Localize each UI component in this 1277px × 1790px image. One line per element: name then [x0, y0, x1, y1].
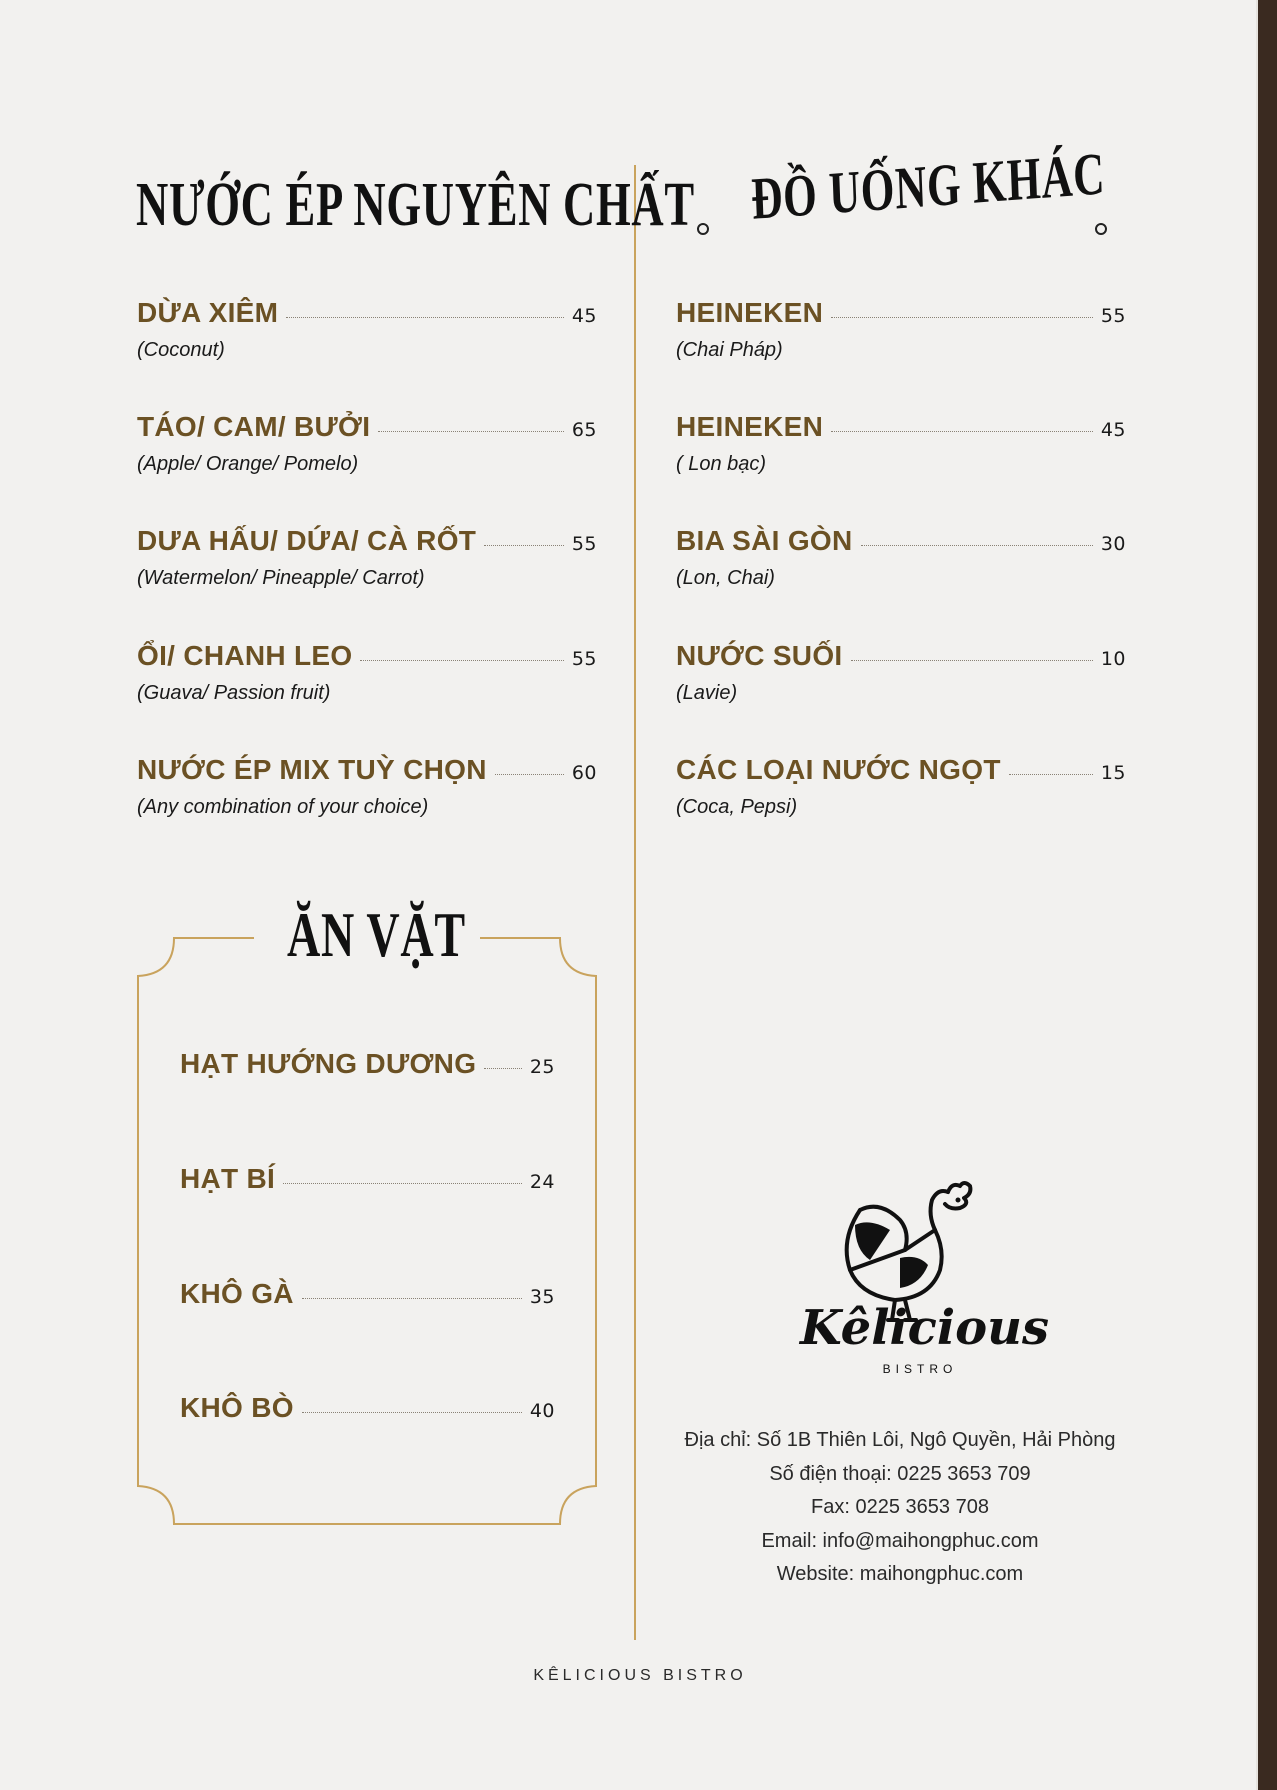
item-price: 15 [1100, 762, 1126, 784]
dot-leader [495, 774, 564, 775]
dot-leader [302, 1412, 522, 1413]
item-price: 55 [1100, 305, 1126, 327]
item-translation: (Coconut) [137, 339, 225, 361]
item-translation: (Watermelon/ Pineapple/ Carrot) [137, 567, 425, 589]
item-price: 35 [529, 1286, 555, 1308]
snack-frame [134, 936, 600, 1526]
dot-leader [484, 545, 564, 546]
item-name: HẠT BÍ [180, 1163, 276, 1194]
dot-leader [1009, 774, 1093, 775]
menu-item [137, 411, 597, 475]
item-name: KHÔ GÀ [180, 1278, 294, 1309]
dot-leader [378, 431, 564, 432]
menu-item [676, 297, 1126, 361]
email-text: Email: info@maihongphuc.com [761, 1529, 1039, 1552]
dot-leader [283, 1183, 522, 1184]
dot-leader [484, 1068, 522, 1069]
dot-leader [360, 660, 563, 661]
fax-text: Fax: 0225 3653 708 [811, 1496, 989, 1518]
title-ornament-left [697, 223, 709, 235]
dot-leader [851, 660, 1093, 661]
menu-item [676, 411, 1126, 475]
logo-wordmark: Kêlicious [800, 1300, 1050, 1356]
item-price: 30 [1100, 533, 1126, 555]
item-translation: (Coca, Pepsi) [676, 796, 798, 818]
menu-item [180, 1278, 555, 1318]
item-price: 25 [529, 1056, 555, 1078]
item-price: 40 [529, 1400, 555, 1422]
item-name: KHÔ BÒ [180, 1392, 294, 1423]
menu-item [137, 525, 597, 589]
menu-item [676, 525, 1126, 589]
dot-leader [831, 431, 1093, 432]
item-price: 60 [571, 762, 597, 784]
item-name: NƯỚC SUỐI [676, 640, 843, 671]
item-price: 55 [571, 533, 597, 555]
item-price: 10 [1100, 648, 1126, 670]
item-name: HEINEKEN [676, 297, 824, 328]
dot-leader [831, 317, 1093, 318]
address-text: Địa chỉ: Số 1B Thiên Lôi, Ngô Quyền, Hải Phòng [684, 1429, 1116, 1451]
item-translation: (Apple/ Orange/ Pomelo) [137, 453, 359, 475]
dot-leader [286, 317, 564, 318]
menu-item [137, 754, 597, 818]
item-name: HẠT HƯỚNG DƯƠNG [180, 1048, 477, 1079]
item-price: 45 [571, 305, 597, 327]
snack-section-title: ĂN VẶT [287, 899, 466, 970]
website-text: Website: maihongphuc.com [776, 1563, 1024, 1585]
item-price: 55 [571, 648, 597, 670]
item-price: 45 [1100, 419, 1126, 441]
item-price: 65 [571, 419, 597, 441]
side-bar [1258, 0, 1277, 1790]
footer-brand: KÊLICIOUS BISTRO [533, 1667, 747, 1684]
menu-item [180, 1163, 555, 1203]
item-translation: (Lavie) [676, 682, 738, 704]
contact-info [640, 1424, 1160, 1592]
item-translation: (Guava/ Passion fruit) [137, 682, 331, 704]
logo-subtitle: BISTRO [882, 1362, 958, 1376]
item-translation: ( Lon bạc) [676, 453, 767, 475]
column-divider [634, 165, 636, 1640]
item-translation: (Lon, Chai) [676, 567, 775, 589]
item-name: CÁC LOẠI NƯỚC NGỌT [676, 754, 1001, 785]
title-ornament-right [1095, 223, 1107, 235]
item-name: TÁO/ CAM/ BƯỞI [137, 411, 371, 442]
phone-text: Số điện thoại: 0225 3653 709 [769, 1462, 1031, 1485]
item-name: NƯỚC ÉP MIX TUỲ CHỌN [137, 754, 487, 785]
item-name: HEINEKEN [676, 411, 824, 442]
menu-item [137, 640, 597, 704]
menu-item [180, 1392, 555, 1432]
dot-leader [302, 1298, 522, 1299]
menu-item [676, 754, 1126, 818]
menu-item [180, 1048, 555, 1088]
menu-item [137, 297, 597, 361]
juice-section-title: NƯỚC ÉP NGUYÊN CHẤT [136, 171, 695, 239]
item-translation: (Any combination of your choice) [137, 796, 429, 818]
item-name: DỪA XIÊM [137, 297, 279, 328]
item-name: BIA SÀI GÒN [676, 525, 853, 556]
item-name: DƯA HẤU/ DỨA/ CÀ RỐT [137, 525, 477, 556]
item-name: ỔI/ CHANH LEO [137, 640, 353, 671]
item-price: 24 [529, 1171, 555, 1193]
other-drinks-section-title: ĐỒ UỐNG KHÁC [750, 140, 1107, 232]
item-translation: (Chai Pháp) [676, 339, 783, 361]
dot-leader [861, 545, 1093, 546]
menu-item [676, 640, 1126, 704]
